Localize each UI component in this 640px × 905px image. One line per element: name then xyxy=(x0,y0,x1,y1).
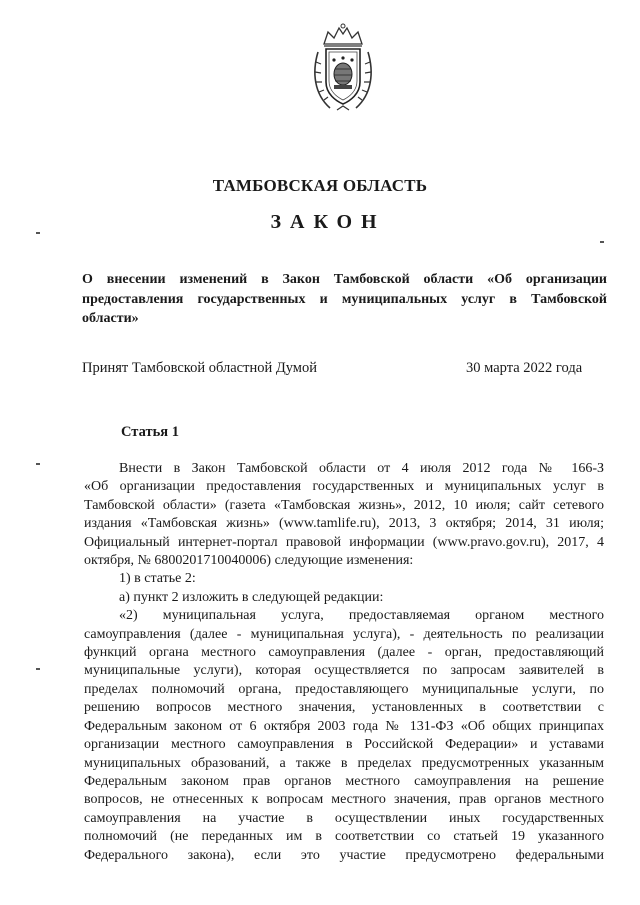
paragraph-line: самоуправления (далее - муниципальная услуга), - деятельность по реализации xyxy=(84,626,604,642)
scan-mark xyxy=(36,668,40,670)
adoption-date: 30 марта 2022 года xyxy=(466,360,583,376)
subject-line: области» xyxy=(82,311,139,326)
scan-mark xyxy=(36,463,40,465)
paragraph-line: Тамбовской области» (газета «Тамбовская жизнь», 2012, 10 июля; сайт сетевого xyxy=(84,497,604,513)
paragraph-line: 1) в статье 2: xyxy=(119,571,196,587)
paragraph-line: октября, № 6800201710040006) следующие изменения: xyxy=(84,553,414,569)
scan-mark xyxy=(600,241,604,243)
paragraph-line: Федеральным законом прав органов местного самоуправления на решение xyxy=(84,773,604,789)
scan-mark xyxy=(36,232,40,234)
law-subject xyxy=(82,270,607,329)
paragraph-line: Внести в Закон Тамбовской области от 4 июля 2012 года № 166-З xyxy=(119,461,604,476)
paragraph-line: самоуправления на участие в осуществлении иных государственных xyxy=(84,810,604,826)
paragraph-line: издания «Тамбовская жизнь» (www.tamlife.ru), 2013, 3 октября; 2014, 31 июля; xyxy=(84,516,604,532)
paragraph-line: «Об организации предоставления государственных и муниципальных услуг в xyxy=(84,479,604,495)
paragraph-line: вопросов, не отнесенных к вопросам местного значения, прав органов местного xyxy=(84,792,604,808)
paragraph-line: организации местного самоуправления в Российской Федерации» и уставами xyxy=(84,737,604,753)
paragraph-line: муниципальные услуги), которая осуществляется по запросам заявителей в xyxy=(84,663,604,679)
article-title: Статья 1 xyxy=(121,424,179,440)
paragraph-line: Официальный интернет-портал правовой информации (www.pravo.gov.ru), 2017, 4 xyxy=(84,534,604,550)
document-type-title: ЗАКОН xyxy=(270,211,386,233)
subject-line: О внесении изменений в Закон Тамбовской области «Об организации xyxy=(82,272,607,287)
paragraph-line: решению вопросов местного значения, установленных в соответствии с xyxy=(84,700,604,716)
tambov-coat-of-arms-icon xyxy=(310,22,376,114)
paragraph-line: «2) муниципальная услуга, предоставляемая органом местного xyxy=(119,608,604,624)
paragraph-line: муниципальных образований, а также в пределах предусмотренных указанным xyxy=(84,755,604,771)
paragraph-line: а) пункт 2 изложить в следующей редакции: xyxy=(119,589,384,605)
paragraph-line: Федерального закона), если это участие предусмотрено федеральными xyxy=(84,847,604,863)
paragraph-line: Федеральным законом от 6 октября 2003 года № 131-ФЗ «Об общих принципах xyxy=(84,718,604,734)
article-body xyxy=(84,460,604,865)
paragraph-line: пределах полномочий органа, предоставляющего муниципальные услуги, по xyxy=(84,681,604,697)
region-title: ТАМБОВСКАЯ ОБЛАСТЬ xyxy=(212,176,428,195)
paragraph-line: полномочий (не переданных им в соответствии со статьей 19 указанного xyxy=(84,829,604,845)
paragraph-line: функций органа местного самоуправления (далее - орган, предоставляющий xyxy=(84,645,604,661)
subject-line: предоставления государственных и муниципальных услуг в Тамбовской xyxy=(82,291,607,307)
adoption-authority: Принят Тамбовской областной Думой xyxy=(82,360,317,376)
